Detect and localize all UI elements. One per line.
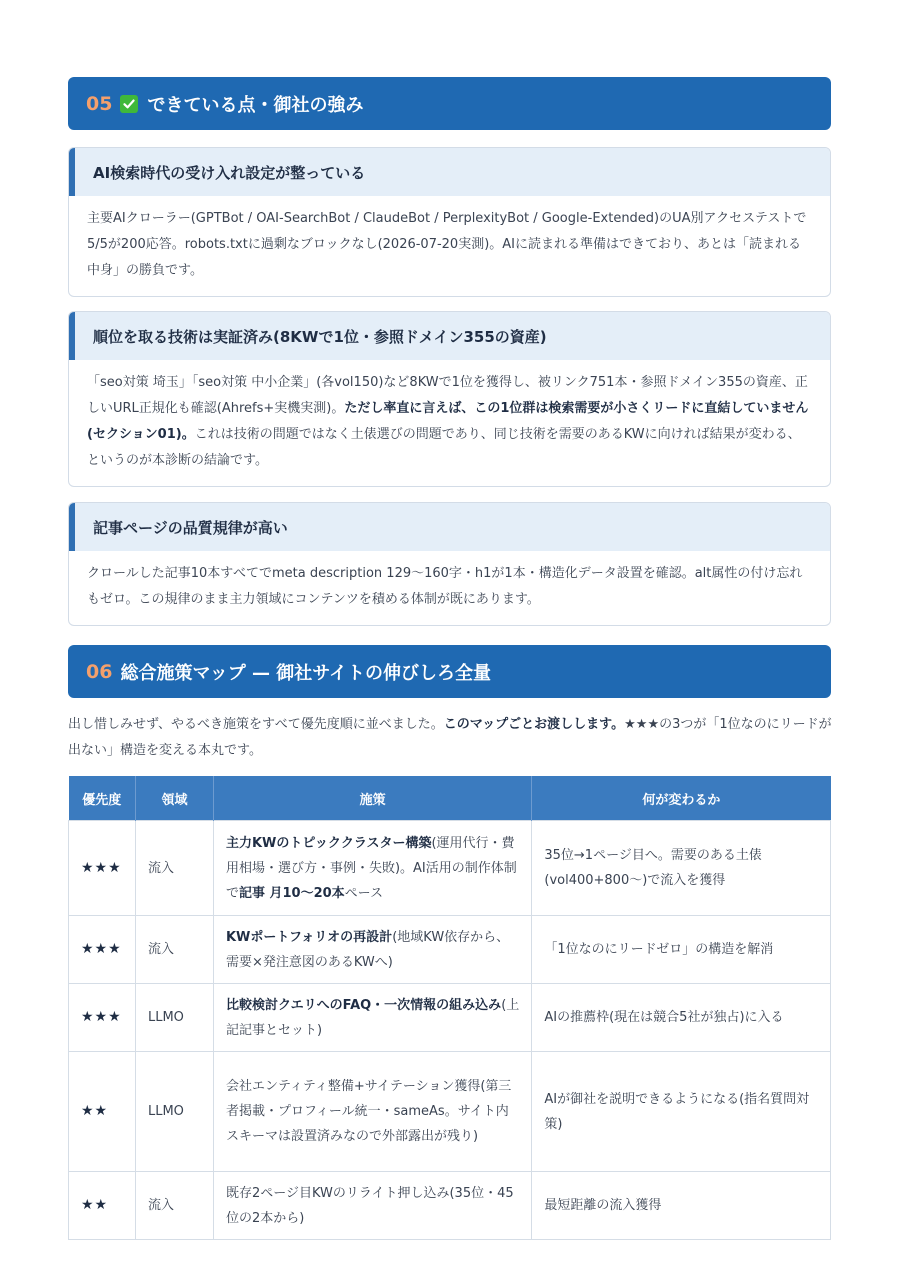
section-05-title: できている点・御社の強み	[147, 94, 364, 116]
section-06-header	[68, 645, 831, 698]
card-title: 順位を取る技術は実証済み(8KWで1位・参照ドメイン355の資産)	[69, 312, 830, 360]
effect-cell: AIの推薦枠(現在は競合5社が独占)に入る	[532, 984, 831, 1052]
check-mark-icon	[120, 95, 138, 113]
section-06-title: 総合施策マップ — 御社サイトの伸びしろ全量	[120, 662, 492, 684]
column-header-measure: 施策	[213, 776, 531, 821]
card-body-text: 「seo対策 埼玉」「seo対策 中小企業」(各vol150)など8KWで1位を獲得し、被リンク751本・参照ドメイン355の資産、正しいURL正規化も確認(Ahrefs+実機実測)。	[87, 375, 808, 416]
priority-stars: ★★★	[69, 821, 136, 916]
table-header-row	[69, 776, 831, 821]
effect-cell: 「1位なのにリードゼロ」の構造を解消	[532, 916, 831, 984]
card-body-text: これは技術の問題ではなく土俵選びの問題であり、同じ技術を需要のあるKWに向ければ結果が変わる、というのが本診断の結論です。	[87, 427, 801, 468]
measure-text: (地域KW依存から、需要×発注意図のあるKWへ)	[225, 929, 510, 970]
measure-cell: 会社エンティティ整備+サイテーション獲得(第三者掲載・プロフィール統一・sameAs。サイト内スキーマは設置済みなので外部露出が残り)	[213, 1052, 531, 1172]
measure-map-table	[68, 776, 831, 1240]
table-row	[69, 984, 831, 1052]
measure-emphasis: 記事 月10〜20本	[238, 885, 345, 901]
measure-emphasis: 主力KWのトピッククラスター構築	[225, 835, 432, 851]
table-row	[69, 821, 831, 916]
card-body: 主要AIクローラー(GPTBot / OAI-SearchBot / ClaudeBot / PerplexityBot / Google-Extended)のUA別アクセステストで5/5が200応答。robots.txtに過剰なブロックなし(2026-07-20実測)。AIに読まれる準備はできており、あとは「読まれる中身」の勝負です。	[87, 211, 807, 278]
section-06-number: 06	[86, 660, 113, 683]
measure-emphasis: 比較検討クエリへのFAQ・一次情報の組み込み	[225, 997, 502, 1013]
section-05-header	[68, 77, 831, 130]
priority-stars: ★★★	[69, 916, 136, 984]
measure-cell	[213, 984, 531, 1052]
measure-cell	[213, 916, 531, 984]
card-title: 記事ページの品質規律が高い	[69, 503, 830, 551]
intro-emphasis: このマップごとお渡しします。	[443, 717, 625, 732]
measure-text: ペース	[344, 885, 384, 901]
priority-stars: ★★	[69, 1172, 136, 1240]
strength-card-ranking-tech	[68, 311, 831, 487]
section-06-intro	[68, 712, 833, 764]
column-header-priority: 優先度	[69, 776, 136, 821]
table-row	[69, 1172, 831, 1240]
area-cell: 流入	[135, 821, 213, 916]
card-body-emphasis: ただし率直に言えば、この1位群は検索需要が小さくリードに直結していません(セクション01)。	[87, 401, 809, 442]
intro-text: ★★★の3つが「1位なのにリードが出ない」構造を変える本丸です。	[68, 717, 832, 758]
area-cell: LLMO	[135, 1052, 213, 1172]
priority-stars: ★★★	[69, 984, 136, 1052]
effect-cell: 35位→1ページ目へ。需要のある土俵(vol400+800〜)で流入を獲得	[532, 821, 831, 916]
area-cell: 流入	[135, 916, 213, 984]
effect-cell: 最短距離の流入獲得	[532, 1172, 831, 1240]
section-05-number: 05	[86, 92, 113, 115]
strength-card-ai-crawler	[68, 147, 831, 297]
area-cell: 流入	[135, 1172, 213, 1240]
card-title: AI検索時代の受け入れ設定が整っている	[69, 148, 830, 196]
table-row	[69, 916, 831, 984]
measure-cell	[213, 821, 531, 916]
card-body: クロールした記事10本すべてでmeta description 129〜160字・h1が1本・構造化データ設置を確認。alt属性の付け忘れもゼロ。この規律のまま主力領域にコンテンツを積める体制が既にあります。	[87, 566, 803, 607]
priority-stars: ★★	[69, 1052, 136, 1172]
card-body	[69, 360, 830, 474]
column-header-effect: 何が変わるか	[532, 776, 831, 821]
intro-text: 出し惜しみせず、やるべき施策をすべて優先度順に並べました。	[68, 717, 444, 732]
column-header-area: 領域	[135, 776, 213, 821]
measure-cell: 既存2ページ目KWのリライト押し込み(35位・45位の2本から)	[213, 1172, 531, 1240]
table-row	[69, 1052, 831, 1172]
area-cell: LLMO	[135, 984, 213, 1052]
measure-emphasis: KWポートフォリオの再設計	[225, 929, 393, 945]
measure-text: (運用代行・費用相場・選び方・事例・失敗)。AI活用の制作体制で	[225, 835, 517, 901]
effect-cell: AIが御社を説明できるようになる(指名質問対策)	[532, 1052, 831, 1172]
strength-card-article-quality	[68, 502, 831, 626]
measure-text: (上記記事とセット)	[225, 997, 520, 1038]
